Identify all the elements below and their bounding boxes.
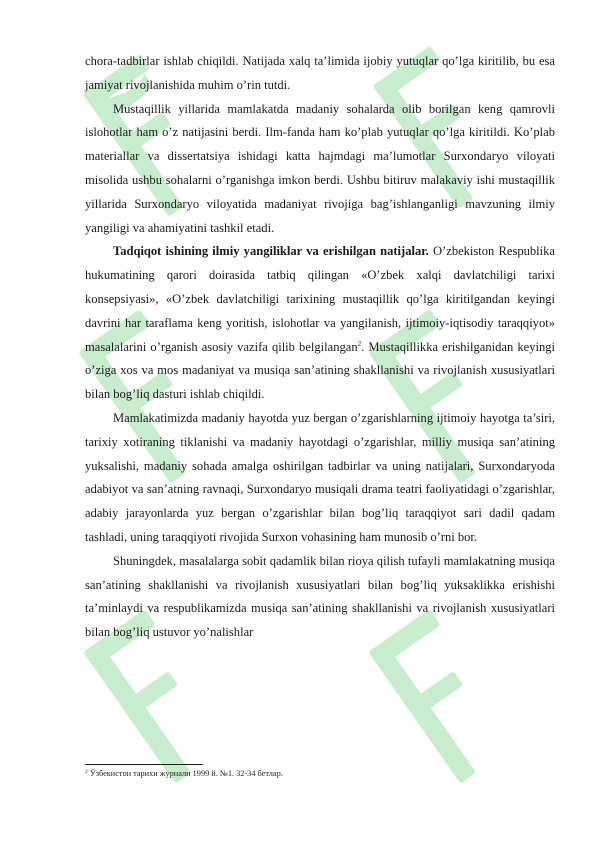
paragraph-4: Mamlakatimizda madaniy hayotda yuz bergan o’zgarishlarning ijtimoiy hayotga ta’siri, tarixiy xotiraning tiklanishi va madaniy hayotdagi o’zgarishlar, milliy musiqa san’atining yuksalishi, madaniy sohada amalga oshirilgan tadbirlar va uning natijalari, Surxondaryoda adabiyot va san’atning ravnaqi, Surxondaryo musiqali drama teatri faoliyatidagi o’zgarishlar, adabiy jarayonlarda yuz bergan o’zgarishlar bilan bog’liq taraqqiyot sari dadil qadam tashladi, uning taraqqiyoti rivojida Surxon vohasining ham munosib o’rni bor. <box>85 410 555 544</box>
footnote <box>85 768 555 779</box>
paragraph-3-text-b: . Mustaqillikka erishilganidan keyingi o’ziga xos va mos madaniyat va musiqa san’atining shakllanishi va rivojlanish xususiyatlari bilan bog’liq dasturi ishlab chiqildi. <box>85 339 555 402</box>
footnote-reference[interactable]: 2 <box>357 339 362 348</box>
paragraph-2: Mustaqillik yillarida mamlakatda madaniy sohalarda olib borilgan keng qamrovli islohotlar ham o’z natijasini berdi. Ilm-fanda ham ko’plab yutuqlar qo’lga kiritildi. Ko’plab materiallar va dissertatsiya ishidagi katta hajmdagi ma’lumotlar Surxondaryo viloyati misolida ushbu sohalarni o’rganishga imkon berdi. Ushbu bitiruv malakaviy ishi mustaqillik yillarida Surxondaryo viloyatida madaniyat rivojiga bag’ishlanganligi mavzuning ilmiy yangiligi va ahamiyatini tashkil etadi. <box>85 101 555 235</box>
document-body <box>85 50 555 645</box>
section-heading: Tadqiqot ishining ilmiy yangiliklar va erishilgan natijalar. <box>113 244 429 259</box>
footnote-text: Ўзбекистон тарихи журнали 1999 й. №1. 32-34 бетлар. <box>87 769 283 778</box>
footnote-number: 2 <box>85 769 88 775</box>
footnote-divider <box>85 764 203 765</box>
paragraph-3 <box>85 240 555 407</box>
paragraph-1: chora-tadbirlar ishlab chiqildi. Natijada xalq ta’limida ijobiy yutuqlar qo’lga kiritilib, bu esa jamiyat rivojlanishida muhim o’rin tutdi. <box>85 54 555 92</box>
paragraph-5: Shuningdek, masalalarga sobit qadamlik bilan rioya qilish tufayli mamlakatning musiqa san’atining shakllanishi va rivojlanish xususiyatlari bilan bog’liq yuksaklikka erishishi ta’minlaydi va respublikamizda musiqa san’atining shakllanishi va rivojlanish xususiyatlari bilan bog’liq ustuvor yo’nalishlar <box>85 553 555 640</box>
paragraph-3-text-a: O’zbekiston Respublika hukumatining qarori doirasida tatbiq qilingan «O’zbek xalqi davlatchiligi tarixi konsepsiyasi», «O’zbek davlatchiligi tarixining mustaqillik qo’lga kiritilgandan keyingi davrini har taraflama keng yoritish, islohotlar va yangilanish, ijtimoiy-iqtisodiy taraqqiyot» masalalarini o’rganish asosiy vazifa qilib belgilangan <box>85 244 555 354</box>
